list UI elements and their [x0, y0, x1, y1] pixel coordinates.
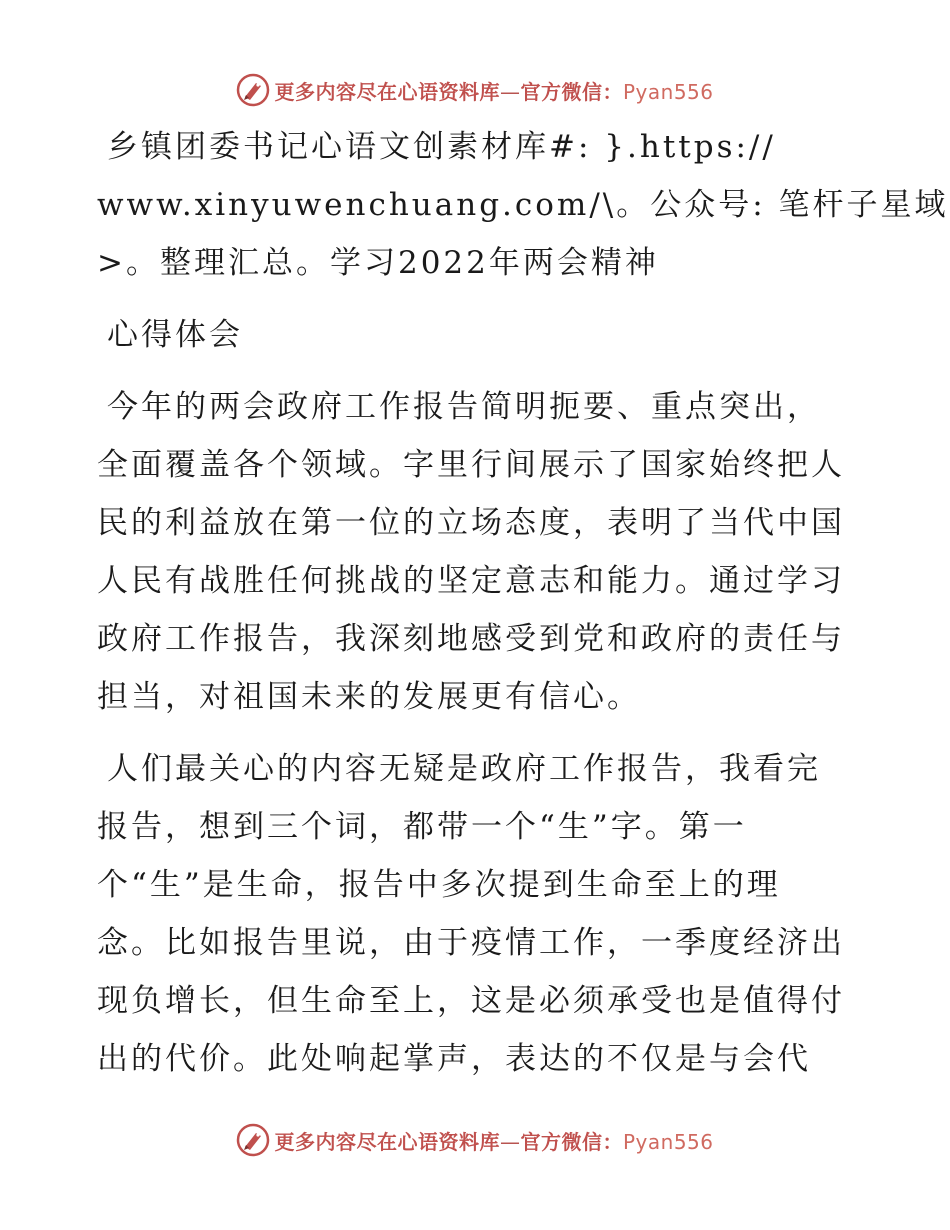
document-body	[97, 118, 949, 1102]
header-banner	[0, 70, 950, 110]
footer-banner	[0, 1120, 950, 1160]
text-line: www.xinyuwenchuang.com/\。公众号: 笔杆子星域	[97, 187, 949, 223]
banner-wechat-label: 官方微信：	[520, 1129, 623, 1154]
banner-wechat-label: 官方微信：	[520, 79, 623, 104]
banner-separator: —	[499, 1129, 521, 1154]
text-line: 个“生”是生命，报告中多次提到生命至上的理	[97, 867, 781, 903]
banner-text	[274, 1126, 713, 1155]
text-line: 全面覆盖各个领域。字里行间展示了国家始终把人	[97, 447, 845, 483]
heading-paragraph	[97, 306, 857, 364]
section-heading: 心得体会	[107, 317, 243, 353]
pen-nib-logo-icon	[236, 73, 270, 107]
banner-account: Pyan556	[622, 1129, 714, 1154]
body-paragraph-1	[97, 378, 857, 726]
text-line: 人民有战胜任何挑战的坚定意志和能力。通过学习	[97, 563, 845, 599]
text-line: 今年的两会政府工作报告简明扼要、重点突出，	[107, 389, 821, 425]
banner-text	[274, 76, 713, 105]
banner-slogan: 更多内容尽在心语资料库	[274, 79, 500, 104]
text-line: 担当，对祖国未来的发展更有信心。	[97, 679, 641, 715]
text-line: 报告，想到三个词，都带一个“生”字。第一	[97, 809, 747, 845]
text-line: 念。比如报告里说，由于疫情工作，一季度经济出	[97, 925, 845, 961]
text-line: 出的代价。此处响起掌声，表达的不仅是与会代	[97, 1041, 811, 1077]
text-line: >。整理汇总。学习2022年两会精神	[97, 245, 659, 281]
banner-slogan: 更多内容尽在心语资料库	[274, 1129, 500, 1154]
text-line: 乡镇团委书记心语文创素材库#: }.https://	[107, 129, 776, 165]
text-line: 政府工作报告，我深刻地感受到党和政府的责任与	[97, 621, 845, 657]
text-line: 人们最关心的内容无疑是政府工作报告，我看完	[107, 751, 821, 787]
body-paragraph-2	[97, 740, 857, 1088]
text-line: 现负增长，但生命至上，这是必须承受也是值得付	[97, 983, 845, 1019]
banner-separator: —	[499, 79, 521, 104]
banner-account: Pyan556	[622, 79, 714, 104]
text-line: 民的利益放在第一位的立场态度，表明了当代中国	[97, 505, 845, 541]
pen-nib-logo-icon	[236, 1123, 270, 1157]
intro-paragraph	[97, 118, 949, 292]
